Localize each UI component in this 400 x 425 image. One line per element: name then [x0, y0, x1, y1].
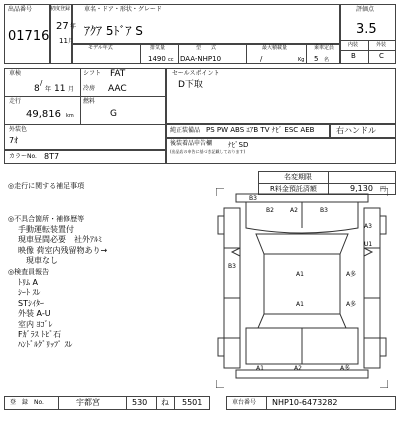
interior-label: 内装 — [348, 42, 359, 48]
chassis-label: 車台番号 — [232, 399, 257, 406]
color-no-label: カラーNo. — [9, 153, 37, 160]
recycle-fee-label: R料金預託済額 — [270, 185, 317, 193]
inspector-line: ﾄﾘﾑ A — [18, 278, 39, 287]
registration-year-unit: 年 — [45, 86, 52, 93]
shift-label: シフト — [83, 70, 102, 77]
recycle-fee: 9,130 — [350, 184, 373, 193]
aftermarket-note: (出品店の申告に基づき記載しております) — [170, 149, 246, 154]
lot-number: 01716 — [8, 29, 50, 44]
aftermarket: ﾅﾋﾞSD — [228, 141, 249, 149]
first-reg-month-unit: 月 — [68, 38, 75, 45]
sales-point: D下取 — [178, 80, 203, 90]
inspector-line: 外装 A-U — [18, 309, 51, 319]
lot-number-label: 出品番号 — [8, 6, 33, 13]
interior-grade: B — [351, 52, 356, 60]
divider — [4, 96, 166, 97]
aftermarket-label: 後装着品申告欄 — [170, 140, 213, 147]
damage-mark: U1 — [364, 241, 373, 248]
equipment: PS PW ABS ｴｱB TV ﾅﾋﾞ ESC AEB — [206, 126, 315, 134]
first-registration-box — [50, 4, 75, 64]
damage-mark: A2 — [290, 207, 298, 214]
shift: FAT — [110, 69, 126, 79]
damage-mark: A2 — [294, 365, 302, 372]
first-reg-month: 11 — [59, 37, 68, 45]
registration-month: 11 — [54, 84, 66, 94]
steering: 右ハンドル — [336, 126, 376, 135]
damage-mark: A3 — [364, 223, 372, 230]
damage-mark: A多 — [346, 301, 357, 308]
divider — [156, 396, 157, 410]
grade-label: 評価点 — [356, 6, 375, 13]
mileage: 49,816 — [26, 109, 61, 120]
first-reg-year-unit: 年 — [70, 23, 77, 30]
divider — [178, 44, 179, 64]
inspector-lines — [18, 279, 73, 352]
supplement-title: ◎走行に関する補足事項 — [8, 182, 85, 190]
color-no: 8T7 — [44, 152, 60, 161]
exterior-grade: C — [379, 52, 384, 60]
defects-title: ◎不具合箇所・補修歴等 — [8, 215, 85, 223]
grade: 3.5 — [356, 22, 377, 37]
divider — [140, 44, 141, 64]
max-load-unit: Kg — [298, 57, 305, 63]
model-code-label: 型 式 — [196, 45, 217, 51]
inspector-line: 室内 ﾖｺﾞﾚ — [18, 319, 53, 329]
rear-window — [258, 314, 346, 328]
wheel-front-left — [218, 216, 224, 234]
inspector-line: ﾊﾝﾄﾞﾙｸﾞﾘｯﾌﾟ ｽﾚ — [18, 340, 73, 350]
inspector-line: ｼｰﾄ ｽﾚ — [18, 288, 41, 298]
inspector-title: ◎検査員報告 — [8, 268, 50, 276]
divider — [58, 396, 59, 410]
damage-mark: A1 — [296, 301, 304, 308]
divider — [80, 68, 81, 124]
wheel-rear-right — [380, 338, 386, 356]
exterior-color-label: 外装色 — [9, 126, 28, 133]
registration-year: 8 — [34, 84, 40, 94]
car-name-label: 車名・ドア・形状・グレード — [84, 6, 162, 13]
exterior-label: 外装 — [376, 42, 387, 48]
divider — [368, 40, 369, 64]
model-year-label: モデル年式 — [88, 45, 113, 51]
equipment-label: 純正装備品 — [170, 127, 201, 134]
capacity: 5 — [314, 55, 319, 63]
damage-mark: B3 — [320, 207, 328, 214]
defect-line: 現車なし — [18, 256, 58, 266]
chassis-number: NHP10-6473282 — [272, 398, 338, 407]
registration-label: 登 録 No. — [10, 399, 44, 406]
mirror-left — [232, 248, 240, 256]
divider — [306, 44, 307, 64]
max-load: / — [260, 55, 263, 63]
wheel-front-right — [380, 216, 386, 234]
divider — [266, 396, 267, 410]
inspection-label: 車検 — [9, 70, 22, 77]
damage-mark: B3 — [228, 263, 236, 270]
divider — [246, 44, 247, 64]
defect-lines — [18, 226, 107, 268]
recycle-fee-unit: 円 — [380, 186, 387, 193]
registration-class: 530 — [132, 398, 148, 407]
exterior-color: 7ｵ — [9, 136, 19, 145]
defect-line: 現車昼間必要 社外ｱﾙﾐ — [18, 235, 102, 245]
fuel-label: 燃料 — [83, 98, 96, 105]
mileage-label: 走行 — [9, 98, 22, 105]
car-damage-diagram — [216, 185, 388, 388]
ac-label: 冷房 — [83, 85, 96, 92]
damage-mark: A1 — [256, 365, 264, 372]
damage-mark: B3 — [249, 195, 257, 202]
first-registration-label: 初度登録 — [50, 6, 71, 12]
car-name: ｱｸｱ 5ﾄﾞｱ S — [84, 24, 143, 38]
inspector-line: Fｶﾞﾗｽ ﾄﾋﾞ石 — [18, 329, 62, 339]
model-code: DAA-NHP10 — [180, 55, 222, 63]
windshield — [256, 234, 348, 254]
registration-region: 宇都宮 — [76, 398, 100, 407]
max-load-label: 最大積載量 — [262, 45, 288, 51]
fuel: G — [110, 109, 117, 119]
ac: AAC — [108, 84, 127, 94]
right-side — [364, 208, 380, 368]
first-reg-year: 27 — [56, 21, 69, 32]
damage-mark: A多 — [346, 271, 357, 278]
inspector-line: STｼｲﾀｰ — [18, 298, 44, 308]
capacity-label: 乗車定員 — [314, 45, 335, 51]
registration-hiragana: ね — [161, 398, 169, 407]
mirror-right — [364, 248, 372, 256]
damage-mark: B2 — [266, 207, 274, 214]
displacement-unit: cc — [168, 57, 174, 63]
capacity-unit: 名 — [324, 57, 330, 63]
name-change-deadline-label: 名変期限 — [284, 173, 312, 181]
inspection-value: / — [40, 79, 43, 87]
damage-mark: A1 — [296, 271, 304, 278]
left-side — [224, 208, 240, 368]
registration-month-unit: 月 — [68, 86, 75, 93]
wheel-rear-left — [218, 338, 224, 356]
divider — [126, 396, 127, 410]
defect-line: 映像 荷室内残留物あり→ — [18, 245, 108, 255]
defect-line: 手動運転装置付 — [18, 225, 74, 234]
registration-serial: 5501 — [182, 398, 203, 407]
displacement: 1490 — [148, 55, 166, 63]
damage-mark: A多 — [340, 365, 351, 372]
displacement-label: 排気量 — [150, 45, 166, 51]
divider — [4, 124, 166, 125]
mileage-unit: km — [66, 113, 74, 119]
sales-point-label: セールスポイント — [172, 70, 220, 77]
divider — [174, 396, 175, 410]
divider — [258, 183, 396, 184]
